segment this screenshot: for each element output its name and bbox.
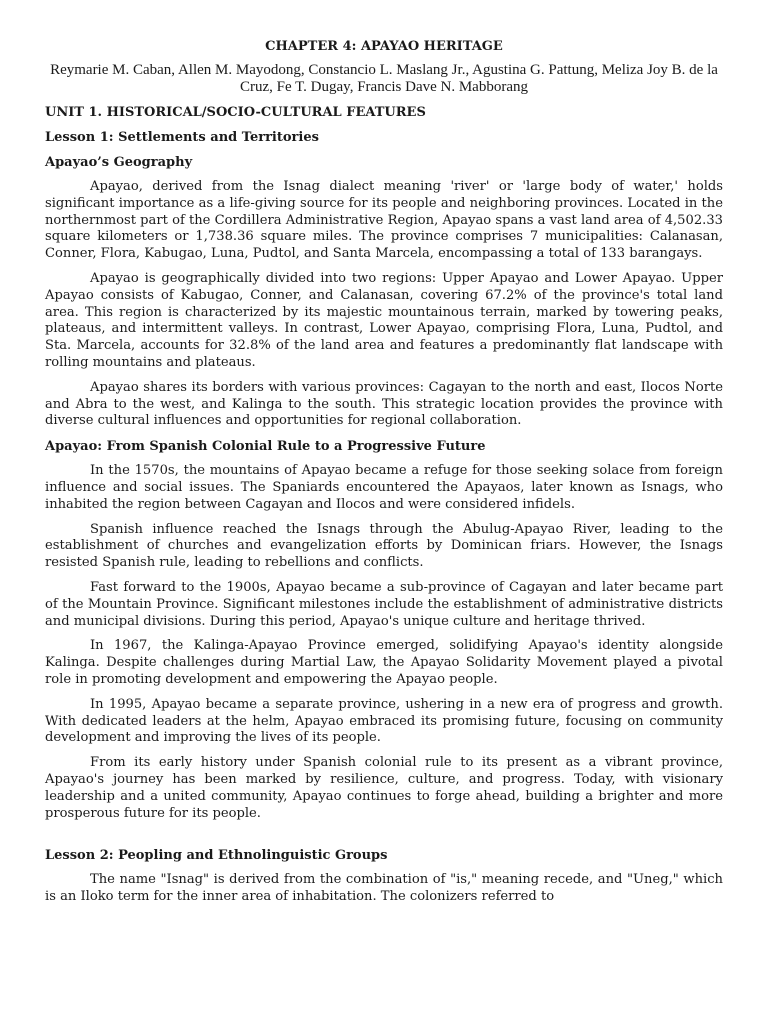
paragraph: In 1995, Apayao became a separate province, ushering in a new era of progress and growth. With dedicated leaders at the helm, Apayao embraced its promising future, focusing on community development and improving the lives of its people. [45,696,723,746]
paragraph: In the 1570s, the mountains of Apayao became a refuge for those seeking solace from foreign influence and social issues. The Spaniards encountered the Apayaos, later known as Isnags, who inhabited the region between Cagayan and Ilocos and were considered infidels. [45,463,723,512]
paragraph: In 1967, the Kalinga-Apayao Province emerged, solidifying Apayao's identity alongside Kalinga. Despite challenges during Martial Law, the Apayao Solidarity Movement played a pivotal role in promoting development and empowering the Apayao people. [45,638,723,687]
lesson-2-title: Lesson 2: Peopling and Ethnolinguistic Groups [45,848,388,864]
section-heading-geography: Apayao’s Geography [45,155,193,170]
unit-title: UNIT 1. HISTORICAL/SOCIO-CULTURAL FEATURES [45,105,426,120]
section-heading-history: Apayao: From Spanish Colonial Rule to a Progressive Future [45,439,486,455]
paragraph: Apayao is geographically divided into two regions: Upper Apayao and Lower Apayao. Upper Apayao consists of Kabugao, Conner, and Calanasan, covering 67.2% of the province's total land area. This region is characterized by its majestic mountainous terrain, marked by towering peaks, plateaus, and intermittent valleys. In contrast, Lower Apayao, comprising Flora, Luna, Pudtol, and Sta. Marcela, accounts for 32.8% of the land area and features a predominantly flat landscape with rolling mountains and plateaus. [45,270,723,370]
paragraph: The name "Isnag" is derived from the combination of "is," meaning recede, and "Uneg," which is an Iloko term for the inner area of inhabitation. The colonizers referred to [45,872,723,905]
section-spacer [45,830,723,847]
paragraph: From its early history under Spanish colonial rule to its present as a vibrant province, Apayao's journey has been marked by resilience, culture, and progress. Today, with visionary leadership and a united community, Apayao continues to forge ahead, building a brighter and more prosperous future for its people. [45,755,723,821]
paragraph: Fast forward to the 1900s, Apayao became a sub-province of Cagayan and later became part of the Mountain Province. Significant milestones include the establishment of administrative districts and municipal divisions. During this period, Apayao's unique culture and heritage thrived. [45,579,723,629]
author-list: Reymarie M. Caban, Allen M. Mayodong, Constancio L. Maslang Jr., Agustina G. Pattung, Meliza Joy B. de la Cruz, Fe T. Dugay, Francis Dave N. Mabborang [50,62,718,95]
paragraph: Spanish influence reached the Isnags through the Abulug-Apayao River, leading to the establishment of churches and evangelization efforts by Dominican friars. However, the Isnags resisted Spanish rule, leading to rebellions and conflicts. [45,521,723,571]
paragraph: Apayao, derived from the Isnag dialect meaning 'river' or 'large body of water,' holds significant importance as a life-giving source for its people and neighboring provinces. Located in the northernmost part of the Cordillera Administrative Region, Apayao spans a vast land area of 4,502.33 square kilometers or 1,738.36 square miles. The province comprises 7 municipalities: Calanasan, Conner, Flora, Kabugao, Luna, Pudtol, and Santa Marcela, encompassing a total of 133 barangays. [45,179,723,262]
document-page [45,38,723,914]
paragraph: Apayao shares its borders with various provinces: Cagayan to the north and east, Ilocos Norte and Abra to the west, and Kalinga to the south. This strategic location provides the province with diverse cultural influences and opportunities for regional collaboration. [45,379,723,429]
lesson-1-title: Lesson 1: Settlements and Territories [45,130,319,145]
chapter-title: CHAPTER 4: APAYAO HERITAGE [265,39,503,54]
